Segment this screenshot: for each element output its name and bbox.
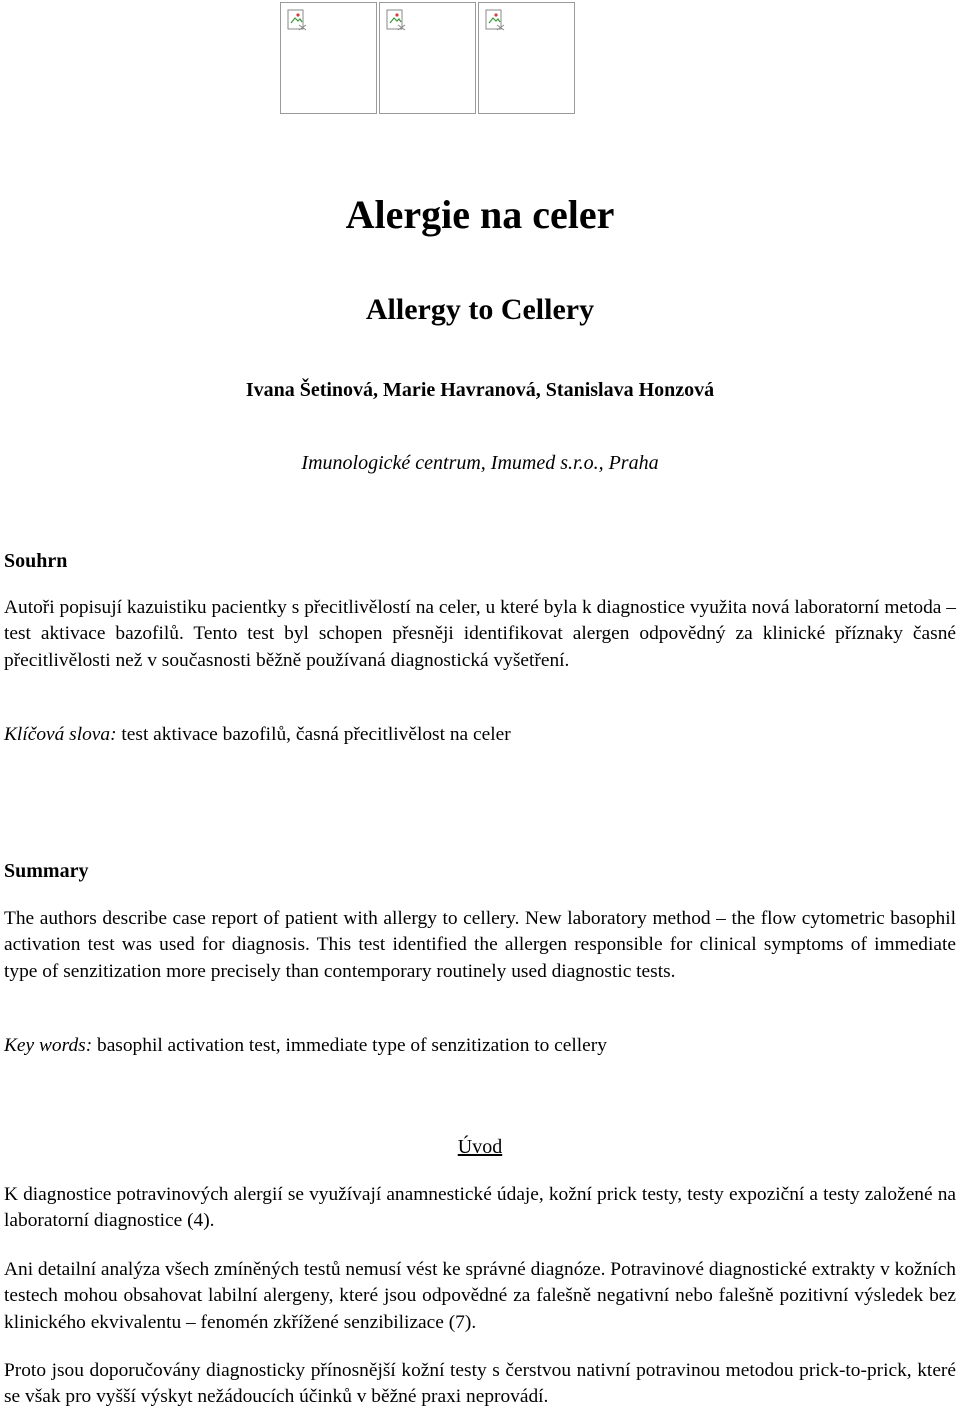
uvod-paragraph: K diagnostice potravinových alergií se využívají anamnestické údaje, kožní prick testy, testy expoziční a testy založené na laboratorní diagnostice (4). (4, 1184, 956, 1232)
uvod-heading: Úvod (457, 1136, 503, 1158)
broken-image-icon (287, 9, 307, 31)
broken-image-icon (485, 9, 505, 31)
logo-placeholder-3 (478, 2, 575, 114)
keywords-label: Klíčová slova: (4, 724, 117, 745)
souhrn-keywords (4, 722, 956, 748)
logo-placeholder-1 (280, 2, 377, 114)
uvod-paragraph: Ani detailní analýza všech zmíněných testů nemusí vést ke správné diagnóze. Potravinové diagnostické extrakty v kožních testech mohou obsahovat labilní alergeny, které jsou odpovědné za falešně negativní nebo falešně pozitivní výsledek bez klinického ekvivalentu – fenomén zkřížené senzibilizace (7). (4, 1259, 957, 1333)
summary-heading: Summary (4, 860, 89, 882)
keywords-value: test aktivace bazofilů, časná přecitlivělost na celer (116, 724, 511, 745)
article-title: Alergie na celer (345, 192, 615, 237)
summary-keywords (4, 1033, 956, 1059)
article-title-en: Allergy to Cellery (365, 293, 595, 326)
logo-placeholder-2 (379, 2, 476, 114)
summary-text: The authors describe case report of patient with allergy to cellery. New laboratory method – the flow cytometric basophil activation test was used for diagnosis. This test identified the allergen responsible for clinical symptoms of immediate type of senzitization more precisely than contemporary routinely used diagnostic tests. (4, 908, 956, 982)
souhrn-text: Autoři popisují kazuistiku pacientky s přecitlivělostí na celer, u které byla k diagnostice využita nová laboratorní metoda – test aktivace bazofilů. Tento test byl schopen přesněji identifikovat alergen odpovědný za klinické příznaky časné přecitlivělosti než v současnosti běžně používaná diagnostická vyšetření. (4, 597, 956, 671)
author-list: Ivana Šetinová, Marie Havranová, Stanislava Honzová (245, 379, 715, 401)
logo-strip (280, 2, 577, 114)
uvod-paragraph: Proto jsou doporučovány diagnosticky přínosnější kožní testy s čerstvou nativní potravinou metodou prick-to-prick, které se však pro vyšší výskyt nežádoucích účinků v běžné praxi neprovádí. (4, 1360, 956, 1408)
keywords-label: Key words: (4, 1035, 93, 1056)
souhrn-heading: Souhrn (4, 550, 68, 572)
affiliation: Imunologické centrum, Imumed s.r.o., Praha (301, 452, 659, 474)
broken-image-icon (386, 9, 406, 31)
keywords-value: basophil activation test, immediate type of senzitization to cellery (92, 1035, 607, 1056)
